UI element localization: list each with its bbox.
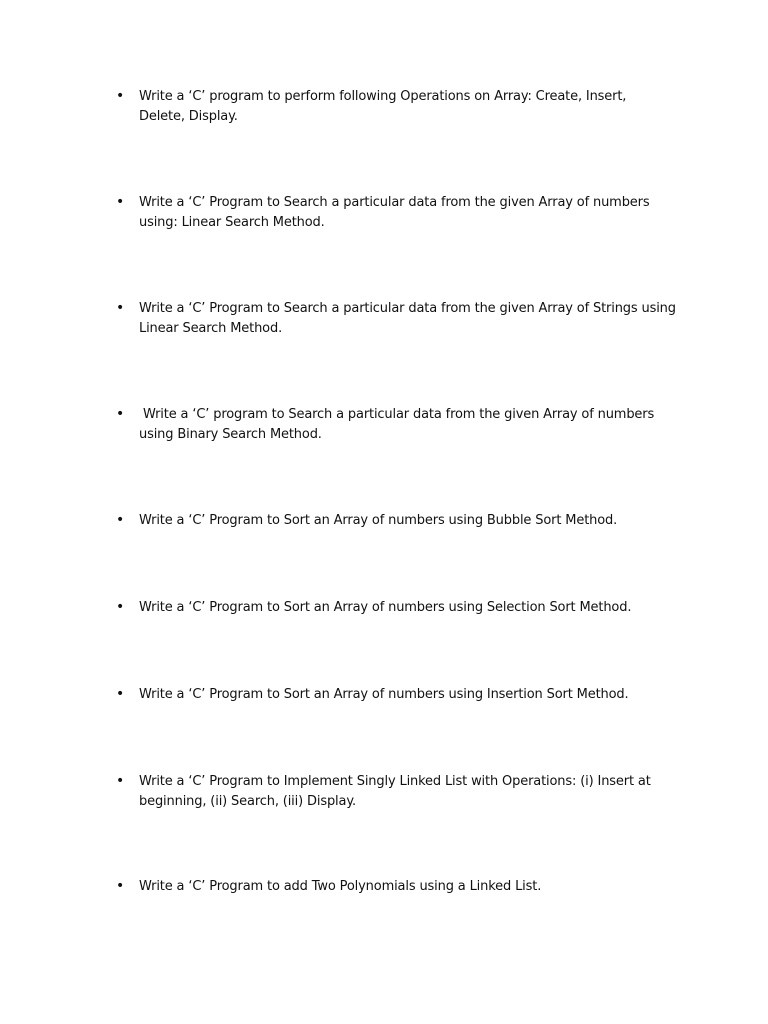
- list-item: [116, 87, 676, 126]
- bullet-icon: •: [116, 406, 125, 422]
- bullet-icon: •: [116, 512, 125, 528]
- bullet-icon: •: [116, 194, 125, 210]
- list-item: [116, 511, 676, 531]
- list-item-text: Write a ‘C’ program to Search a particular data from the given Array of numbers using Binary Search Method.: [139, 407, 659, 442]
- bullet-icon: •: [116, 300, 125, 316]
- list-item: [116, 405, 676, 444]
- list-item: [116, 877, 676, 897]
- list-item: [116, 685, 676, 705]
- list-item-text: Write a ‘C’ Program to Sort an Array of numbers using Insertion Sort Method.: [139, 687, 629, 702]
- list-item-text: Write a ‘C’ Program to add Two Polynomials using a Linked List.: [139, 879, 542, 894]
- bullet-icon: •: [116, 599, 125, 615]
- list-item-text: Write a ‘C’ Program to Sort an Array of numbers using Selection Sort Method.: [139, 600, 632, 615]
- list-item: [116, 772, 676, 811]
- bullet-icon: •: [116, 686, 125, 702]
- list-item-text: Write a ‘C’ Program to Search a particular data from the given Array of Strings using Linear Search Method.: [139, 301, 680, 336]
- list-item-text: Write a ‘C’ Program to Implement Singly Linked List with Operations: (i) Insert at beginning, (ii) Search, (iii) Display.: [139, 774, 655, 809]
- list-item-text: Write a ‘C’ Program to Sort an Array of numbers using Bubble Sort Method.: [139, 513, 618, 528]
- bullet-icon: •: [116, 88, 125, 104]
- list-item: [116, 193, 676, 232]
- list-item: [116, 299, 680, 338]
- list-item: [116, 598, 676, 618]
- list-item-text: Write a ‘C’ Program to Search a particular data from the given Array of numbers using: Linear Search Method.: [139, 195, 654, 230]
- list-item-text: Write a ‘C’ program to perform following Operations on Array: Create, Insert, Delete, Display.: [139, 89, 631, 124]
- bullet-icon: •: [116, 878, 125, 894]
- bullet-icon: •: [116, 773, 125, 789]
